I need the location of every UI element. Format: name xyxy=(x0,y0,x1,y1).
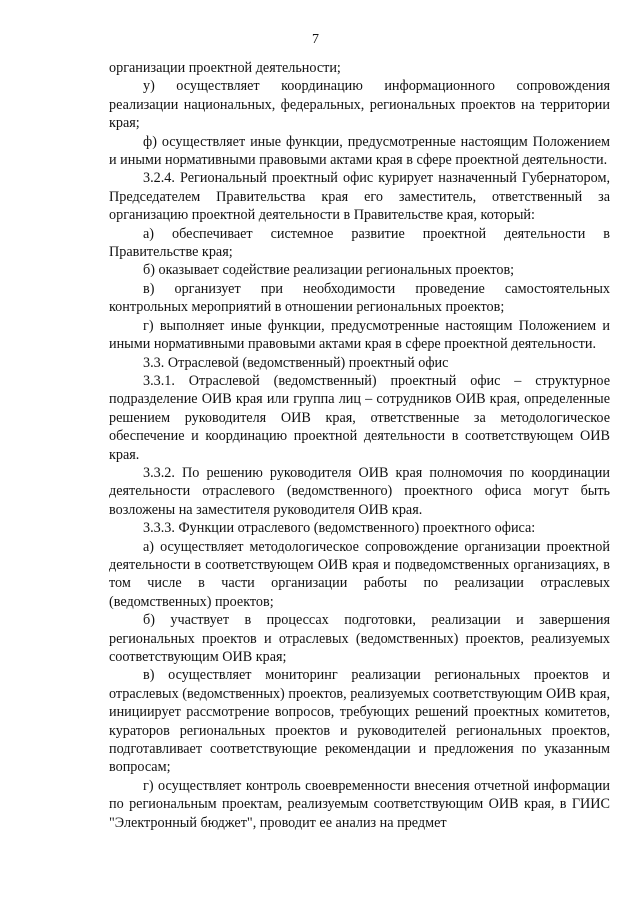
paragraph: б) участвует в процессах подготовки, реализации и завершения региональных проектов и отраслевых (ведомственных) проектов, реализуемых соответствующим ОИВ края; xyxy=(109,612,610,665)
paragraph: в) организует при необходимости проведение самостоятельных контрольных мероприятий в отношении региональных проектов; xyxy=(109,280,610,316)
paragraph: 3.3.1. Отраслевой (ведомственный) проектный офис – структурное подразделение ОИВ края или группа лиц – сотрудников ОИВ края, определенные решением руководителя ОИВ края, ответственные за методологическое обеспечение и координацию проектной деятельности в соответствующем ОИВ края. xyxy=(109,372,610,463)
section-heading: 3.3. Отраслевой (ведомственный) проектный офис xyxy=(143,354,449,371)
paragraph: г) выполняет иные функции, предусмотренные настоящим Положением и иными нормативными правовыми актами края в сфере проектной деятельности. xyxy=(109,317,610,353)
paragraph: у) осуществляет координацию информационного сопровождения реализации национальных, федеральных, региональных проектов на территории края; xyxy=(109,78,610,132)
paragraph: 3.2.4. Региональный проектный офис курирует назначенный Губернатором, Председателем Правительства края его заместитель, ответственный за организацию проектной деятельности в Правительстве края, который: xyxy=(109,170,610,224)
paragraph: а) обеспечивает системное развитие проектной деятельности в Правительстве края; xyxy=(109,225,610,261)
document-body xyxy=(109,59,610,832)
paragraph: г) осуществляет контроль своевременности внесения отчетной информации по региональным проектам, реализуемым соответствующим ОИВ края, в ГИИС "Электронный бюджет", проводит ее анализ на предмет xyxy=(109,777,610,831)
paragraph: организации проектной деятельности; xyxy=(109,60,341,76)
paragraph: 3.3.3. Функции отраслевого (ведомственного) проектного офиса: xyxy=(143,520,536,537)
paragraph: а) осуществляет методологическое сопровождение организации проектной деятельности в соответствующем ОИВ края и подведомственных организациях, в том числе в части организации работы по реализации отраслевых (ведомственных) проектов; xyxy=(109,538,610,610)
paragraph: б) оказывает содействие реализации региональных проектов; xyxy=(143,262,515,279)
paragraph: 3.3.2. По решению руководителя ОИВ края полномочия по координации деятельности отраслевого (ведомственного) проектного офиса могут быть возложены на заместителя руководителя ОИВ края. xyxy=(109,464,610,518)
paragraph: ф) осуществляет иные функции, предусмотренные настоящим Положением и иными нормативными правовыми актами края в сфере проектной деятельности. xyxy=(109,133,610,169)
page-number: 7 xyxy=(312,32,319,47)
paragraph: в) осуществляет мониторинг реализации региональных проектов и отраслевых (ведомственных) проектов, реализуемых соответствующим ОИВ края, инициирует рассмотрение вопросов, требующих решений проектных комитетов, кураторов региональных проектов и руководителей региональных проектов, подготавливает соответствующие рекомендации и предложения по указанным вопросам; xyxy=(109,667,610,776)
